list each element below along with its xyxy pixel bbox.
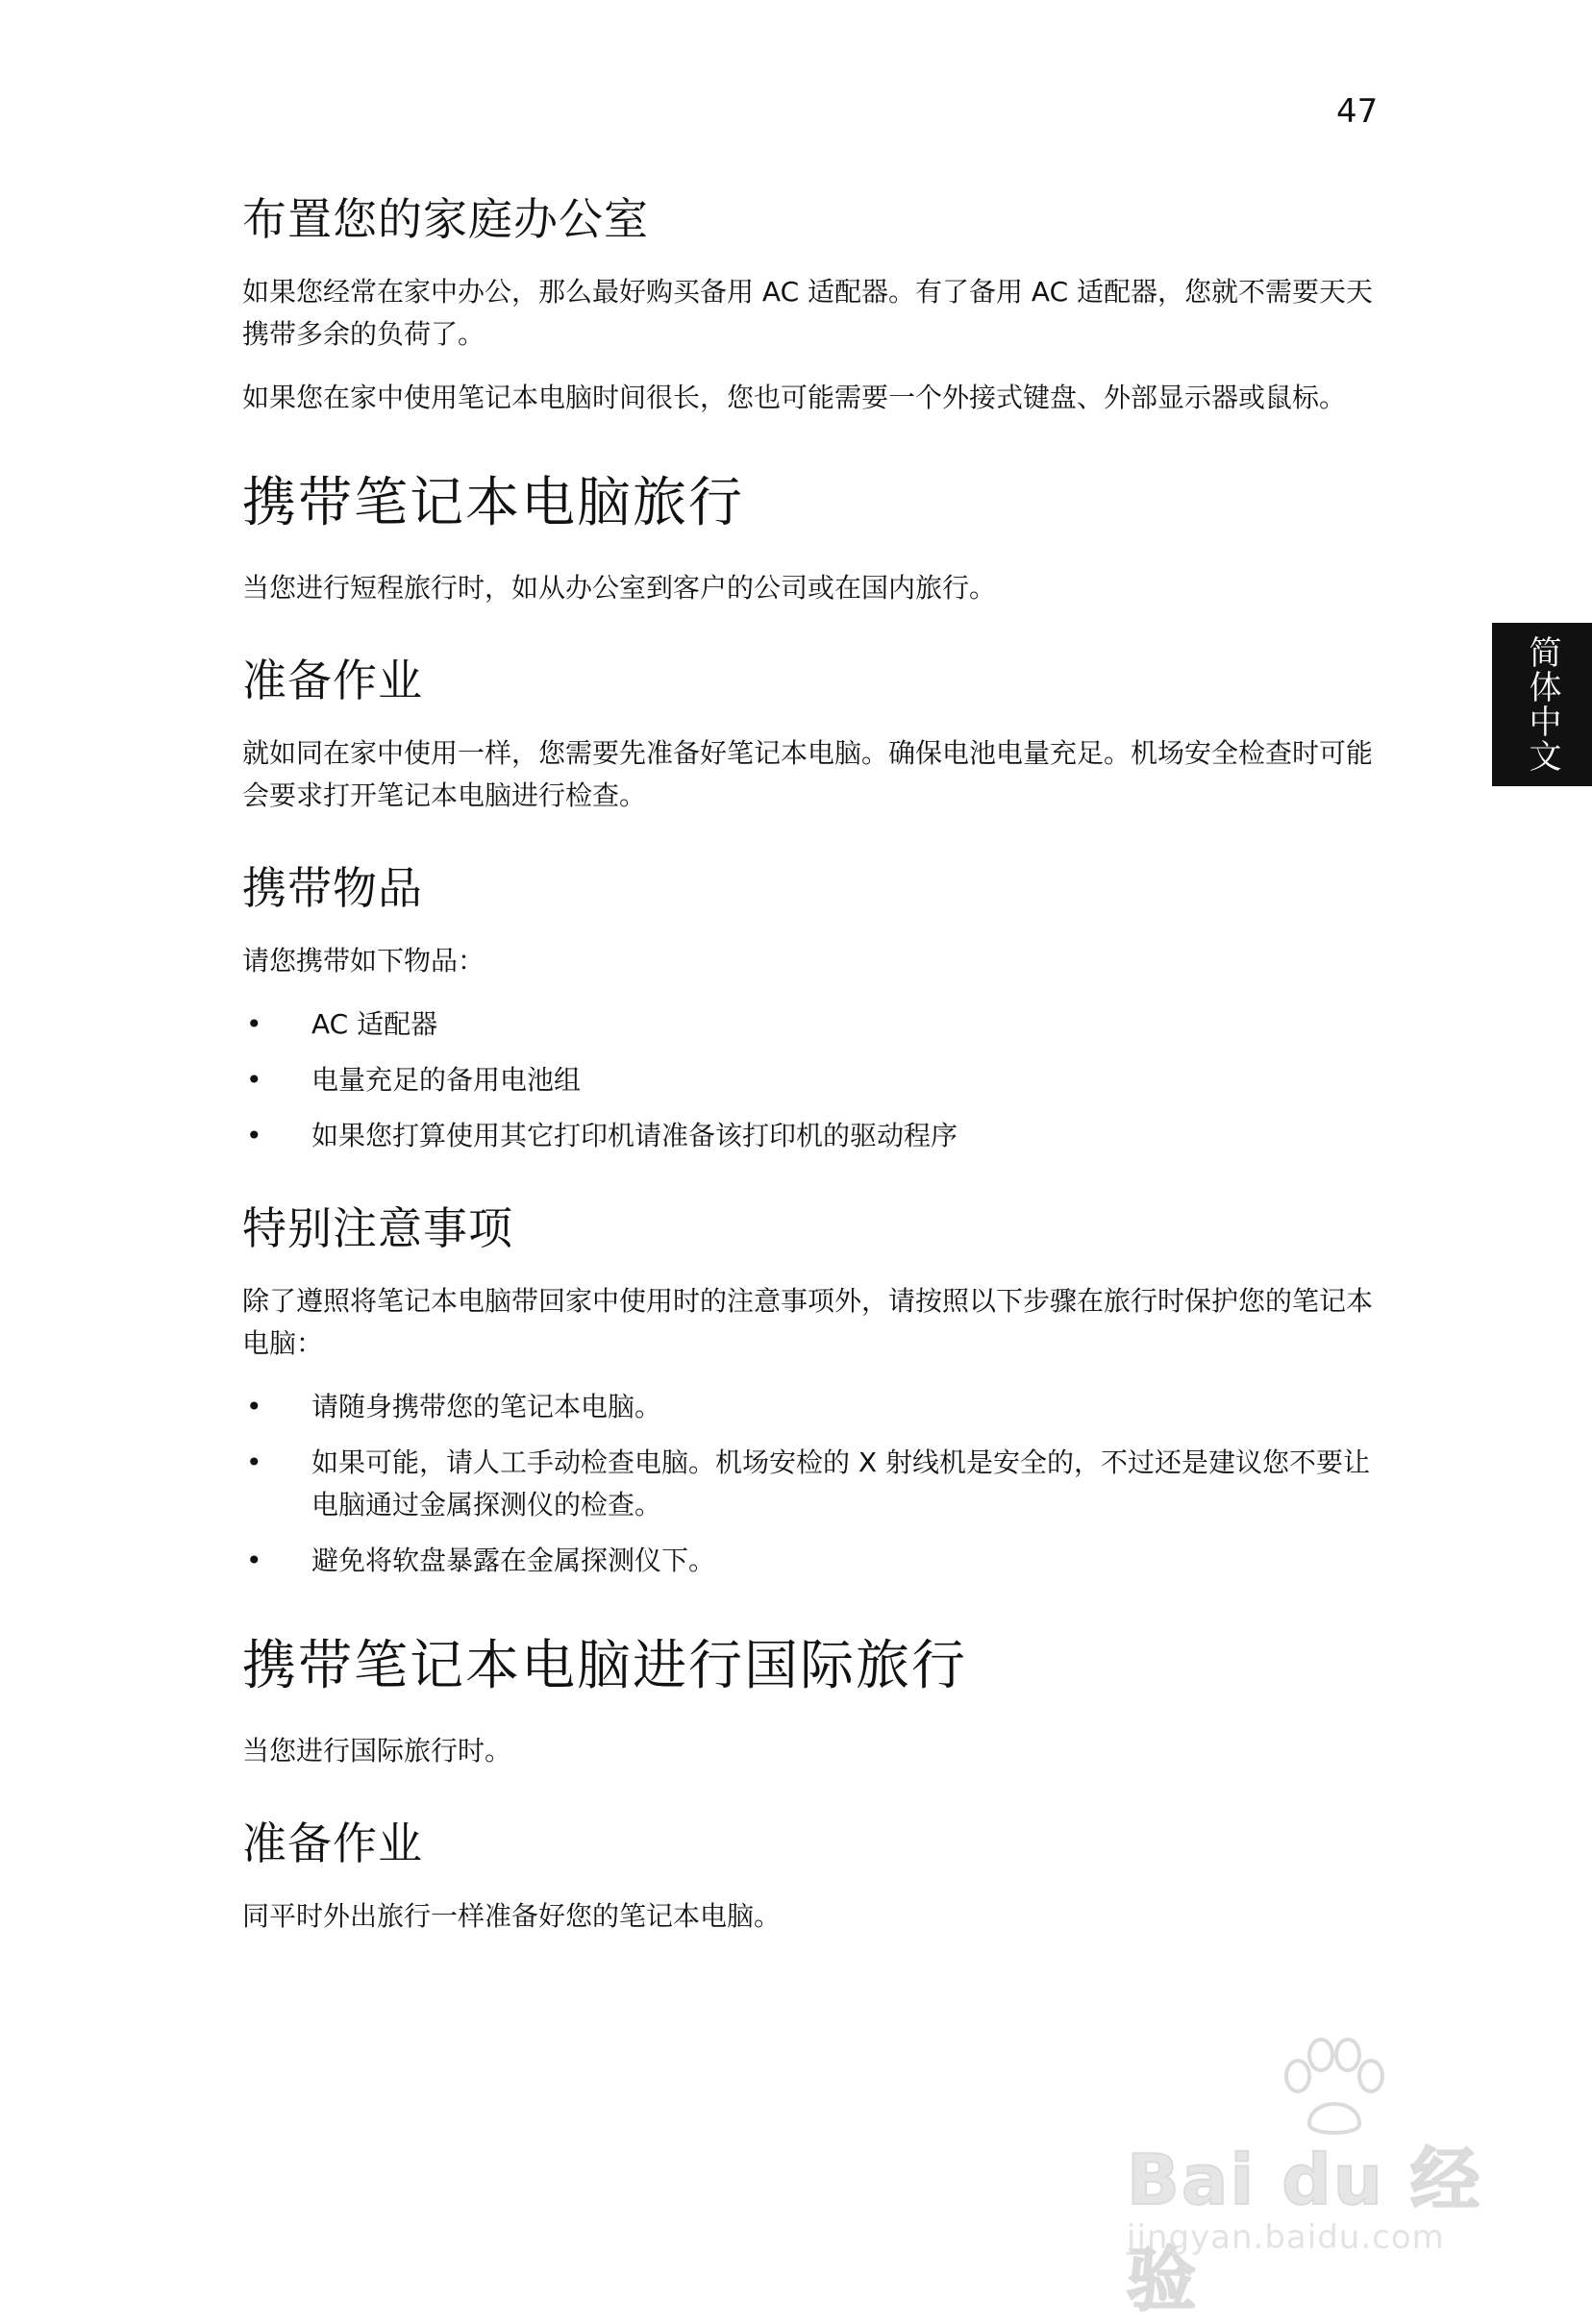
list-item-text: 如果可能，请人工手动检查电脑。机场安检的 X 射线机是安全的，不过还是建议您不要让电脑通过金属探测仪的检查。 (311, 1446, 1370, 1520)
list-item (242, 1386, 1391, 1428)
travel-intro: 当您进行短程旅行时，如从办公室到客户的公司或在国内旅行。 (242, 572, 997, 604)
bullet-icon: • (246, 1391, 262, 1422)
international-preparing-heading: 准备作业 (242, 1817, 423, 1869)
international-travel-intro: 当您进行国际旅行时。 (242, 1735, 512, 1767)
baidu-jingyan-watermark (1127, 2036, 1492, 2320)
list-item-text: 请随身携带您的笔记本电脑。 (311, 1391, 662, 1422)
home-office-paragraph-1: 如果您经常在家中办公，那么最好购买备用 AC 适配器。有了备用 AC 适配器，您就不需要天天携带多余的负荷了。 (242, 276, 1374, 350)
international-travel-heading: 携带笔记本电脑进行国际旅行 (242, 1635, 967, 1697)
bullet-icon: • (246, 1545, 262, 1576)
special-considerations-intro: 除了遵照将笔记本电脑带回家中使用时的注意事项外，请按照以下步骤在旅行时保护您的笔记本电脑： (242, 1285, 1374, 1359)
what-to-bring-list (242, 1003, 1391, 1157)
what-to-bring-intro: 请您携带如下物品： (242, 945, 485, 977)
travel-heading: 携带笔记本电脑旅行 (242, 472, 744, 534)
list-item-text: AC 适配器 (311, 1008, 438, 1040)
watermark-logo-text: Bai du 经验 (1127, 2139, 1482, 2320)
home-office-paragraph-2: 如果您在家中使用笔记本电脑时间很长，您也可能需要一个外接式键盘、外部显示器或鼠标。 (242, 382, 1347, 413)
watermark-url: jingyan.baidu.com (1127, 2218, 1445, 2257)
list-item-text: 避免将软盘暴露在金属探测仪下。 (311, 1545, 716, 1576)
page-number: 47 (1336, 92, 1379, 131)
home-office-heading: 布置您的家庭办公室 (242, 193, 649, 245)
language-side-tab (1492, 623, 1592, 786)
bullet-icon: • (246, 1008, 262, 1040)
list-item (242, 1003, 1391, 1046)
international-preparing-text: 同平时外出旅行一样准备好您的笔记本电脑。 (242, 1900, 782, 1932)
bullet-icon: • (246, 1064, 262, 1096)
list-item-text: 电量充足的备用电池组 (311, 1064, 582, 1096)
travel-preparing-text: 就如同在家中使用一样，您需要先准备好笔记本电脑。确保电池电量充足。机场安全检查时可能会要求打开笔记本电脑进行检查。 (242, 737, 1374, 811)
list-item-text: 如果您打算使用其它打印机请准备该打印机的驱动程序 (311, 1120, 958, 1151)
what-to-bring-heading: 携带物品 (242, 862, 423, 914)
bullet-icon: • (246, 1120, 262, 1151)
list-item (242, 1442, 1391, 1526)
travel-preparing-heading: 准备作业 (242, 655, 423, 706)
special-considerations-heading: 特别注意事项 (242, 1202, 513, 1254)
bullet-icon: • (246, 1446, 262, 1478)
special-considerations-list (242, 1386, 1391, 1582)
page-content (242, 190, 1391, 1959)
list-item (242, 1059, 1391, 1101)
side-tab-label: 简体中文 (1523, 635, 1561, 774)
list-item (242, 1540, 1391, 1582)
list-item (242, 1115, 1391, 1157)
